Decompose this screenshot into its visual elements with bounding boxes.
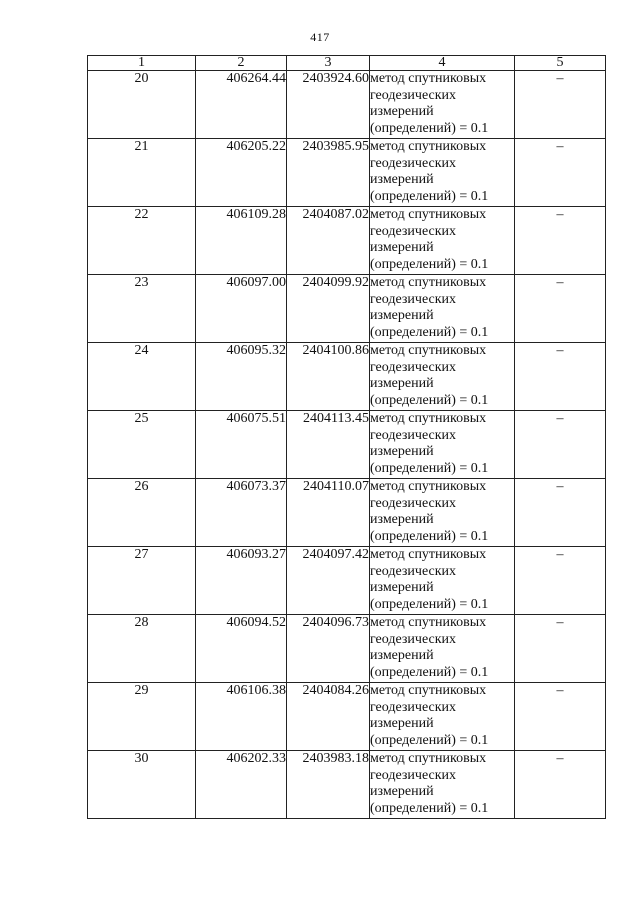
method-line: измерений bbox=[370, 376, 434, 391]
method-line: геодезических bbox=[370, 155, 457, 171]
method-line: метод спутниковых bbox=[370, 343, 487, 358]
y-coordinate-cell: 2403983.18 bbox=[287, 751, 370, 819]
x-coordinate-cell: 406093.27 bbox=[196, 547, 287, 615]
method-line: геодезических bbox=[370, 495, 457, 511]
method-line: геодезических bbox=[370, 87, 457, 103]
method-line: измерений bbox=[370, 784, 434, 799]
x-coordinate-cell: 406202.33 bbox=[196, 751, 287, 819]
method-line: геодезических bbox=[370, 291, 457, 307]
method-line: метод спутниковых bbox=[370, 71, 487, 86]
method-cell bbox=[370, 207, 515, 275]
method-line: (определений) = 0.1 bbox=[370, 392, 489, 408]
point-number-cell: 28 bbox=[88, 615, 196, 683]
table-row bbox=[88, 71, 606, 139]
method-cell bbox=[370, 479, 515, 547]
y-coordinate-cell: 2404087.02 bbox=[287, 207, 370, 275]
x-coordinate-cell: 406094.52 bbox=[196, 615, 287, 683]
header-col-2: 2 bbox=[196, 56, 287, 71]
method-line: (определений) = 0.1 bbox=[370, 800, 489, 816]
accuracy-cell: – bbox=[515, 615, 606, 683]
table-body bbox=[88, 71, 606, 819]
method-line: (определений) = 0.1 bbox=[370, 188, 489, 204]
method-line: измерений bbox=[370, 716, 434, 731]
method-line: геодезических bbox=[370, 631, 457, 647]
x-coordinate-cell: 406205.22 bbox=[196, 139, 287, 207]
x-coordinate-cell: 406106.38 bbox=[196, 683, 287, 751]
method-line: метод спутниковых bbox=[370, 751, 487, 766]
point-number-cell: 22 bbox=[88, 207, 196, 275]
accuracy-cell: – bbox=[515, 207, 606, 275]
header-row bbox=[88, 56, 606, 71]
method-line: измерений bbox=[370, 444, 434, 459]
table-row bbox=[88, 343, 606, 411]
table-row bbox=[88, 547, 606, 615]
y-coordinate-cell: 2404099.92 bbox=[287, 275, 370, 343]
method-line: (определений) = 0.1 bbox=[370, 664, 489, 680]
method-line: измерений bbox=[370, 240, 434, 255]
method-line: метод спутниковых bbox=[370, 615, 487, 630]
method-line: метод спутниковых bbox=[370, 207, 487, 222]
accuracy-cell: – bbox=[515, 479, 606, 547]
y-coordinate-cell: 2404100.86 bbox=[287, 343, 370, 411]
point-number-cell: 25 bbox=[88, 411, 196, 479]
method-cell bbox=[370, 343, 515, 411]
method-cell bbox=[370, 751, 515, 819]
method-line: (определений) = 0.1 bbox=[370, 528, 489, 544]
point-number-cell: 23 bbox=[88, 275, 196, 343]
accuracy-cell: – bbox=[515, 71, 606, 139]
page-number: 417 bbox=[310, 30, 330, 44]
point-number-cell: 27 bbox=[88, 547, 196, 615]
method-line: метод спутниковых bbox=[370, 275, 487, 290]
x-coordinate-cell: 406109.28 bbox=[196, 207, 287, 275]
table-row bbox=[88, 139, 606, 207]
header-col-4: 4 bbox=[370, 56, 515, 71]
method-line: метод спутниковых bbox=[370, 479, 487, 494]
method-cell bbox=[370, 411, 515, 479]
table-row bbox=[88, 751, 606, 819]
method-line: геодезических bbox=[370, 427, 457, 443]
table-row bbox=[88, 207, 606, 275]
method-cell bbox=[370, 547, 515, 615]
method-line: метод спутниковых bbox=[370, 683, 487, 698]
method-line: метод спутниковых bbox=[370, 411, 487, 426]
method-line: (определений) = 0.1 bbox=[370, 256, 489, 272]
accuracy-cell: – bbox=[515, 751, 606, 819]
y-coordinate-cell: 2403985.95 bbox=[287, 139, 370, 207]
y-coordinate-cell: 2404084.26 bbox=[287, 683, 370, 751]
point-number-cell: 21 bbox=[88, 139, 196, 207]
method-line: измерений bbox=[370, 308, 434, 323]
accuracy-cell: – bbox=[515, 275, 606, 343]
method-line: (определений) = 0.1 bbox=[370, 596, 489, 612]
x-coordinate-cell: 406264.44 bbox=[196, 71, 287, 139]
method-line: геодезических bbox=[370, 699, 457, 715]
method-line: геодезических bbox=[370, 767, 457, 783]
point-number-cell: 26 bbox=[88, 479, 196, 547]
method-cell bbox=[370, 139, 515, 207]
header-col-3: 3 bbox=[287, 56, 370, 71]
method-cell bbox=[370, 71, 515, 139]
y-coordinate-cell: 2404096.73 bbox=[287, 615, 370, 683]
method-line: геодезических bbox=[370, 359, 457, 375]
method-line: геодезических bbox=[370, 563, 457, 579]
point-number-cell: 29 bbox=[88, 683, 196, 751]
method-line: геодезических bbox=[370, 223, 457, 239]
point-number-cell: 30 bbox=[88, 751, 196, 819]
header-col-5: 5 bbox=[515, 56, 606, 71]
method-line: (определений) = 0.1 bbox=[370, 732, 489, 748]
method-line: (определений) = 0.1 bbox=[370, 460, 489, 476]
method-line: измерений bbox=[370, 172, 434, 187]
method-line: измерений bbox=[370, 104, 434, 119]
header-col-1: 1 bbox=[88, 56, 196, 71]
method-line: измерений bbox=[370, 580, 434, 595]
table-row bbox=[88, 479, 606, 547]
table-row bbox=[88, 411, 606, 479]
method-cell bbox=[370, 275, 515, 343]
method-cell bbox=[370, 615, 515, 683]
accuracy-cell: – bbox=[515, 139, 606, 207]
method-line: (определений) = 0.1 bbox=[370, 120, 489, 136]
x-coordinate-cell: 406095.32 bbox=[196, 343, 287, 411]
table-row bbox=[88, 615, 606, 683]
method-line: метод спутниковых bbox=[370, 547, 487, 562]
accuracy-cell: – bbox=[515, 411, 606, 479]
accuracy-cell: – bbox=[515, 683, 606, 751]
method-line: метод спутниковых bbox=[370, 139, 487, 154]
coordinates-table bbox=[87, 55, 606, 819]
point-number-cell: 24 bbox=[88, 343, 196, 411]
table-row bbox=[88, 683, 606, 751]
method-cell bbox=[370, 683, 515, 751]
method-line: измерений bbox=[370, 648, 434, 663]
y-coordinate-cell: 2403924.60 bbox=[287, 71, 370, 139]
x-coordinate-cell: 406075.51 bbox=[196, 411, 287, 479]
method-line: (определений) = 0.1 bbox=[370, 324, 489, 340]
table-header bbox=[88, 56, 606, 71]
accuracy-cell: – bbox=[515, 547, 606, 615]
y-coordinate-cell: 2404113.45 bbox=[287, 411, 370, 479]
y-coordinate-cell: 2404110.07 bbox=[287, 479, 370, 547]
point-number-cell: 20 bbox=[88, 71, 196, 139]
y-coordinate-cell: 2404097.42 bbox=[287, 547, 370, 615]
method-line: измерений bbox=[370, 512, 434, 527]
x-coordinate-cell: 406097.00 bbox=[196, 275, 287, 343]
x-coordinate-cell: 406073.37 bbox=[196, 479, 287, 547]
accuracy-cell: – bbox=[515, 343, 606, 411]
table-row bbox=[88, 275, 606, 343]
